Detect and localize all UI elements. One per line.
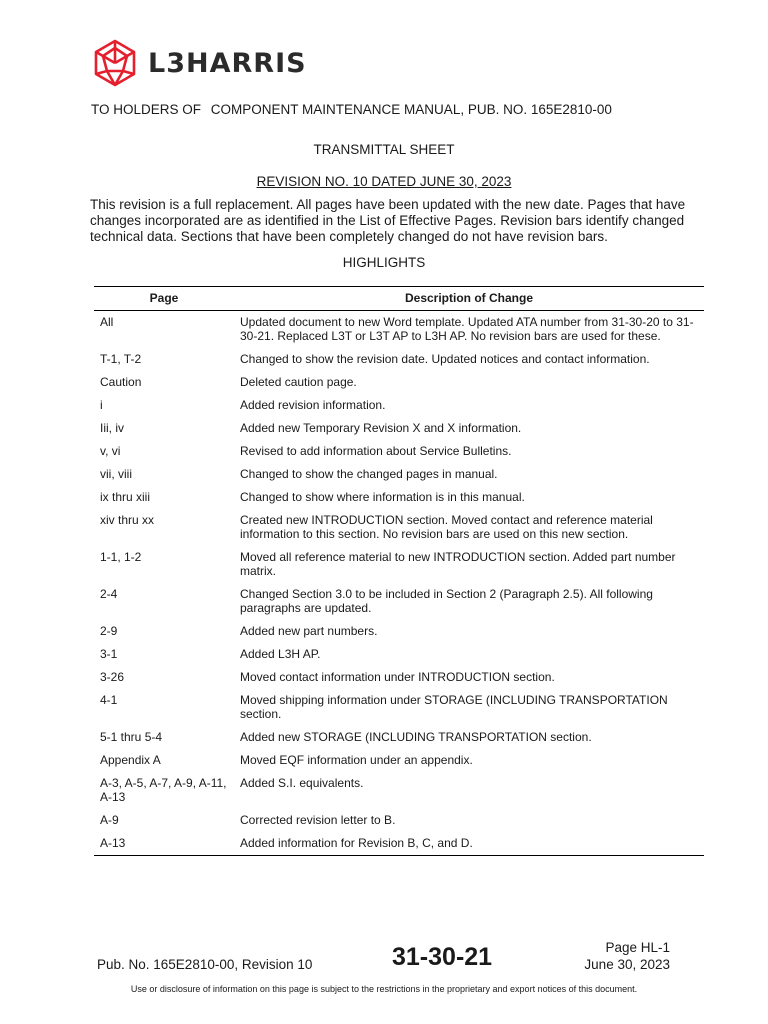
- row-page-cell: All: [100, 315, 114, 329]
- row-description-cell: Revised to add information about Service Bulletins.: [240, 444, 512, 458]
- row-description-cell: Changed to show the revision date. Updated notices and contact information.: [240, 352, 650, 366]
- row-description-cell: Added information for Revision B, C, and D.: [234, 832, 704, 856]
- table-row: [94, 348, 704, 371]
- table-body: [94, 311, 704, 856]
- row-page-cell: Caution: [100, 375, 142, 389]
- row-page-cell: 3-26: [100, 670, 125, 684]
- row-page-cell: 5-1 thru 5-4: [100, 730, 163, 744]
- row-description-cell: Changed to show where information is in this manual.: [240, 490, 525, 504]
- row-page-cell: 4-1: [100, 693, 118, 707]
- row-page-cell: i: [100, 398, 103, 412]
- row-page-cell: T-1, T-2: [100, 352, 142, 366]
- row-description-cell: Added revision information.: [240, 398, 386, 412]
- footer-page-info: [584, 939, 670, 973]
- row-page-cell: 2-4: [100, 587, 118, 601]
- column-header-page: Page: [94, 287, 234, 311]
- row-description-cell: Corrected revision letter to B.: [240, 813, 396, 827]
- row-description-cell: Created new INTRODUCTION section. Moved contact and reference material information to this section. No revision bars are used on this new section.: [240, 513, 653, 541]
- row-page-cell: Appendix A: [100, 753, 161, 767]
- table-row: [94, 417, 704, 440]
- table-row: [94, 772, 704, 809]
- changes-table: [94, 286, 704, 856]
- row-description-cell: Moved all reference material to new INTRODUCTION section. Added part number matrix.: [240, 550, 676, 578]
- table-row: [94, 726, 704, 749]
- row-page-cell: Iii, iv: [100, 421, 124, 435]
- row-page-cell: 2-9: [100, 624, 118, 638]
- footer-disclaimer: Use or disclosure of information on this page is subject to the restrictions in the proprietary and export notices of this document.: [130, 984, 638, 994]
- intro-paragraph: This revision is a full replacement. All pages have been updated with the new date. Pages that have changes incorporated are as identified in the List of Effective Pages. Revision bars identify changed technical data. Sections that have been completely changed do not have revision bars.: [90, 197, 686, 244]
- company-logo: [90, 38, 307, 88]
- row-description-cell: Moved EQF information under an appendix.: [240, 753, 473, 767]
- table-row: [94, 463, 704, 486]
- table-header-row: [94, 287, 704, 311]
- footer-pub-number: Pub. No. 165E2810-00, Revision 10: [97, 957, 313, 972]
- table-row: [94, 509, 704, 546]
- row-description-cell: Updated document to new Word template. Updated ATA number from 31-30-20 to 31-30-21. Replaced L3T or L3T AP to L3H AP. No revision bars are used for these.: [240, 315, 694, 343]
- row-page-cell: A-9: [100, 813, 119, 827]
- table-row: [94, 394, 704, 417]
- row-description-cell: Added new Temporary Revision X and X information.: [240, 421, 522, 435]
- table-row: [94, 311, 704, 349]
- table-row: [94, 371, 704, 394]
- row-page-cell: vii, viii: [100, 467, 132, 481]
- highlights-title: HIGHLIGHTS: [342, 255, 426, 270]
- footer-ata-number: 31-30-21: [392, 943, 493, 971]
- row-page-cell: v, vi: [100, 444, 121, 458]
- table-row: [94, 546, 704, 583]
- table-row: [94, 749, 704, 772]
- table-row: [94, 689, 704, 726]
- sheet-title: TRANSMITTAL SHEET: [313, 142, 455, 157]
- row-description-cell: Added L3H AP.: [240, 647, 321, 661]
- table-row: [94, 583, 704, 620]
- footer-page-number: Page HL-1: [605, 940, 670, 955]
- row-description-cell: Moved contact information under INTRODUCTION section.: [240, 670, 555, 684]
- row-description-cell: Added S.I. equivalents.: [240, 776, 364, 790]
- row-description-cell: Moved shipping information under STORAGE (INCLUDING TRANSPORTATION section.: [240, 693, 668, 721]
- row-description-cell: Deleted caution page.: [240, 375, 357, 389]
- holders-prefix: TO HOLDERS OF: [91, 102, 202, 117]
- row-description-cell: Added new part numbers.: [240, 624, 378, 638]
- brand-name: L3HARRIS: [148, 47, 307, 79]
- revision-line: REVISION NO. 10 DATED JUNE 30, 2023: [256, 174, 512, 189]
- row-page-cell: A-13: [94, 832, 234, 856]
- table-row: [94, 832, 704, 856]
- row-page-cell: ix thru xiii: [100, 490, 151, 504]
- l3harris-globe-icon: [90, 38, 140, 88]
- holders-line: [91, 102, 612, 117]
- row-description-cell: Changed Section 3.0 to be included in Section 2 (Paragraph 2.5). All following paragraphs are updated.: [240, 587, 653, 615]
- table-row: [94, 643, 704, 666]
- column-header-description: Description of Change: [234, 287, 704, 311]
- table-row: [94, 809, 704, 832]
- row-page-cell: 3-1: [100, 647, 118, 661]
- holders-text: COMPONENT MAINTENANCE MANUAL, PUB. NO. 165E2810-00: [210, 102, 612, 117]
- table-row: [94, 440, 704, 463]
- row-page-cell: A-3, A-5, A-7, A-9, A-11, A-13: [100, 776, 227, 804]
- table-row: [94, 620, 704, 643]
- table-row: [94, 486, 704, 509]
- footer-date: June 30, 2023: [584, 957, 670, 972]
- row-description-cell: Changed to show the changed pages in manual.: [240, 467, 498, 481]
- row-page-cell: 1-1, 1-2: [100, 550, 142, 564]
- table-row: [94, 666, 704, 689]
- row-description-cell: Added new STORAGE (INCLUDING TRANSPORTATION section.: [240, 730, 592, 744]
- row-page-cell: xiv thru xx: [100, 513, 155, 527]
